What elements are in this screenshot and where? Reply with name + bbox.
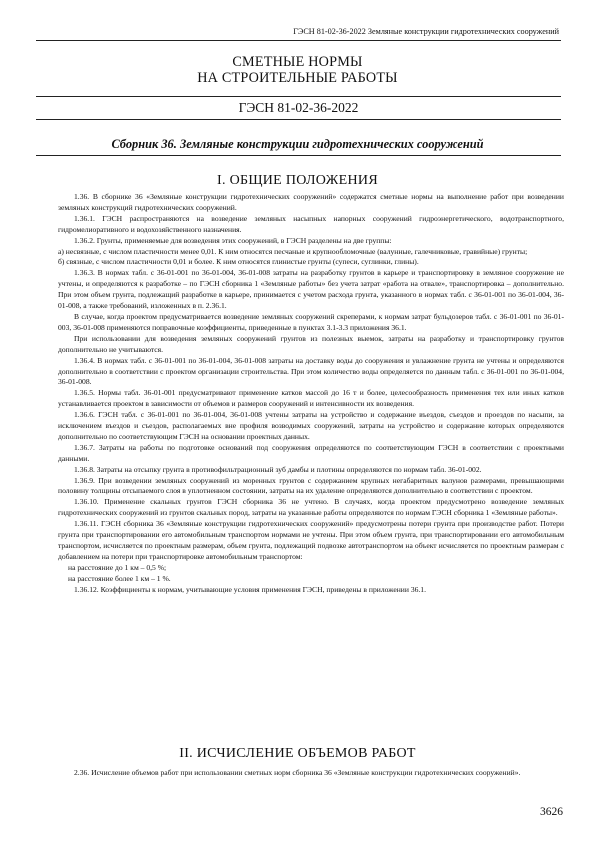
- paragraph: 1.36.4. В нормах табл. с 36-01-001 по 36-01-004, 36-01-008 затраты на доставку воды до сооружения и увлажнение грунта не учтены и определяются дополнительно в соответствии с проектом организации строительства. При этом количество воды определяется по данным табл. с 36-01-001 по 36-01-004, 36-01-008.: [58, 355, 564, 387]
- paragraph: 1.36.1. ГЭСН распространяются на возведение земляных насыпных напорных сооружений гидроэнергетического, водотранспортного, гидромелиоративного и водохозяйственного назначения.: [58, 213, 564, 234]
- section-2-body: [58, 768, 564, 779]
- paragraph: При использовании для возведения земляных сооружений грунтов из полезных выемок, затраты на разработку и транспортировку грунтов дополнительно не учитываются.: [58, 333, 564, 354]
- header-rule: [36, 40, 561, 41]
- paragraph: 1.36.10. Применение скальных грунтов ГЭСН сборника 36 не учтено. В случаях, когда проектом предусмотрено возведение земляных гидротехнических сооружений из грунтов скальных пород, затраты на указанные работы определяются по нормам ГЭСН сборника 1 «Земляные работы».: [58, 497, 564, 518]
- paragraph: на расстояние до 1 км – 0,5 %;: [68, 562, 167, 572]
- norms-title-line-2: НА СТРОИТЕЛЬНЫЕ РАБОТЫ: [197, 69, 398, 86]
- norms-title: [0, 55, 595, 86]
- paragraph: 1.36.6. ГЭСН табл. с 36-01-001 по 36-01-004, 36-01-008 учтены затраты на устройство и содержание въездов, съездов и проездов по насыпи, за исключением въездов и съездов, располагаемых вне профиля возводимых сооружений, затраты на устройство и содержание которых определяются дополнительно по соответствующим ГЭСН на основании проектных данных.: [58, 410, 564, 441]
- paragraph: 1.36.7. Затраты на работы по подготовке оснований под сооружения определяются по соответствующим ГЭСН в соответствии с проектными данными.: [58, 442, 564, 463]
- paragraph: а) несвязные, с числом пластичности менее 0,01. К ним относятся песчаные и крупнообломочные (валунные, галечниковые, гравийные) грунты;: [58, 246, 528, 256]
- paragraph: 1.36.5. Нормы табл. 36-01-001 предусматривают применение катков массой до 16 т и более, целесообразность применения тех или иных катков устанавливается проектом в зависимости от объемов и размеров сооружений и интенсивности их возведения.: [58, 388, 564, 409]
- standard-code: ГЭСН 81-02-36-2022: [36, 96, 561, 120]
- paragraph: 1.36.12. Коэффициенты к нормам, учитывающие условия применения ГЭСН, приведены в приложении 36.1.: [74, 584, 427, 594]
- section-1-body: [58, 192, 564, 596]
- paragraph: 1.36.2. Грунты, применяемые для возведения этих сооружений, в ГЭСН разделены на две группы:: [74, 235, 392, 245]
- paragraph: б) связные, с числом пластичности 0,01 и более. К ним относятся глинистые грунты (супеси, суглинки, глины).: [58, 257, 419, 267]
- running-header: ГЭСН 81-02-36-2022 Земляные конструкции гидротехнических сооружений: [293, 27, 559, 36]
- collection-rule: [36, 155, 561, 156]
- norms-title-line-1: СМЕТНЫЕ НОРМЫ: [232, 54, 363, 70]
- paragraph: 1.36.8. Затраты на отсыпку грунта в противофильтрационный зуб дамбы и плотины определяются по нормам табл. 36-01-002.: [74, 464, 482, 474]
- section-1-title: I. ОБЩИЕ ПОЛОЖЕНИЯ: [217, 173, 378, 188]
- paragraph: 1.36.3. В нормах табл. с 36-01-001 по 36-01-004, 36-01-008 затраты на разработку грунтов в карьере и транспортировку в земляное сооружение не учтены, и определяются к разработке – по ГЭСН сборника 1 «Земляные работы» без учета затрат «работа на отвале», транспортировка – дополнительно. При этом объем грунта, подлежащий разработке в карьере, принимается с учетом расхода грунта, указанного в нормах табл. с 36-01-001 по 36-01-004, 36-01-008, а также требований, изложенных в п. 2.36.1.: [58, 268, 564, 311]
- paragraph: 1.36.11. ГЭСН сборника 36 «Земляные конструкции гидротехнических сооружений» предусмотрены потери грунта при производстве работ. Потери грунта при транспортировании его автомобильным транспортом нормами не учтены. При этом объем грунта, при транспортировании его автомобильным транспортом, исчисляется по проектным размерам, объем грунта, подлежащий подвозке автотранспортом на объект исчисляется по проектным размерам с добавлением на потери при транспортировке автомобильным транспортом:: [58, 519, 564, 561]
- paragraph: 2.36. Исчисление объемов работ при использовании сметных норм сборника 36 «Земляные конструкции гидротехнических сооружений».: [74, 768, 521, 777]
- section-2-title: II. ИСЧИСЛЕНИЕ ОБЪЕМОВ РАБОТ: [179, 746, 416, 761]
- paragraph: на расстояние более 1 км – 1 %.: [68, 573, 171, 583]
- collection-title: Сборник 36. Земляные конструкции гидротехнических сооружений: [111, 137, 484, 151]
- paragraph: 1.36. В сборнике 36 «Земляные конструкции гидротехнических сооружений» содержатся сметные нормы на выполнение работ при возведении земляных конструкций гидротехнических сооружений.: [58, 192, 564, 212]
- paragraph: 1.36.9. При возведении земляных сооружений из моренных грунтов с содержанием крупных негабаритных валунов размерами, превышающими половину толщины отсыпаемого слоя в уплотненном состоянии, затраты на их удаление определяются дополнительно в соответствии с проектом.: [58, 475, 564, 496]
- page-number: 3626: [540, 806, 563, 818]
- paragraph: В случае, когда проектом предусматривается возведение земляных сооружений скреперами, к нормам затрат бульдозеров табл. с 36-01-001 по 36-01-003, 36-01-008 применяются поправочные коэффициенты, приведенные в пунктах 3.1-3.3 приложения 36.1.: [58, 311, 564, 332]
